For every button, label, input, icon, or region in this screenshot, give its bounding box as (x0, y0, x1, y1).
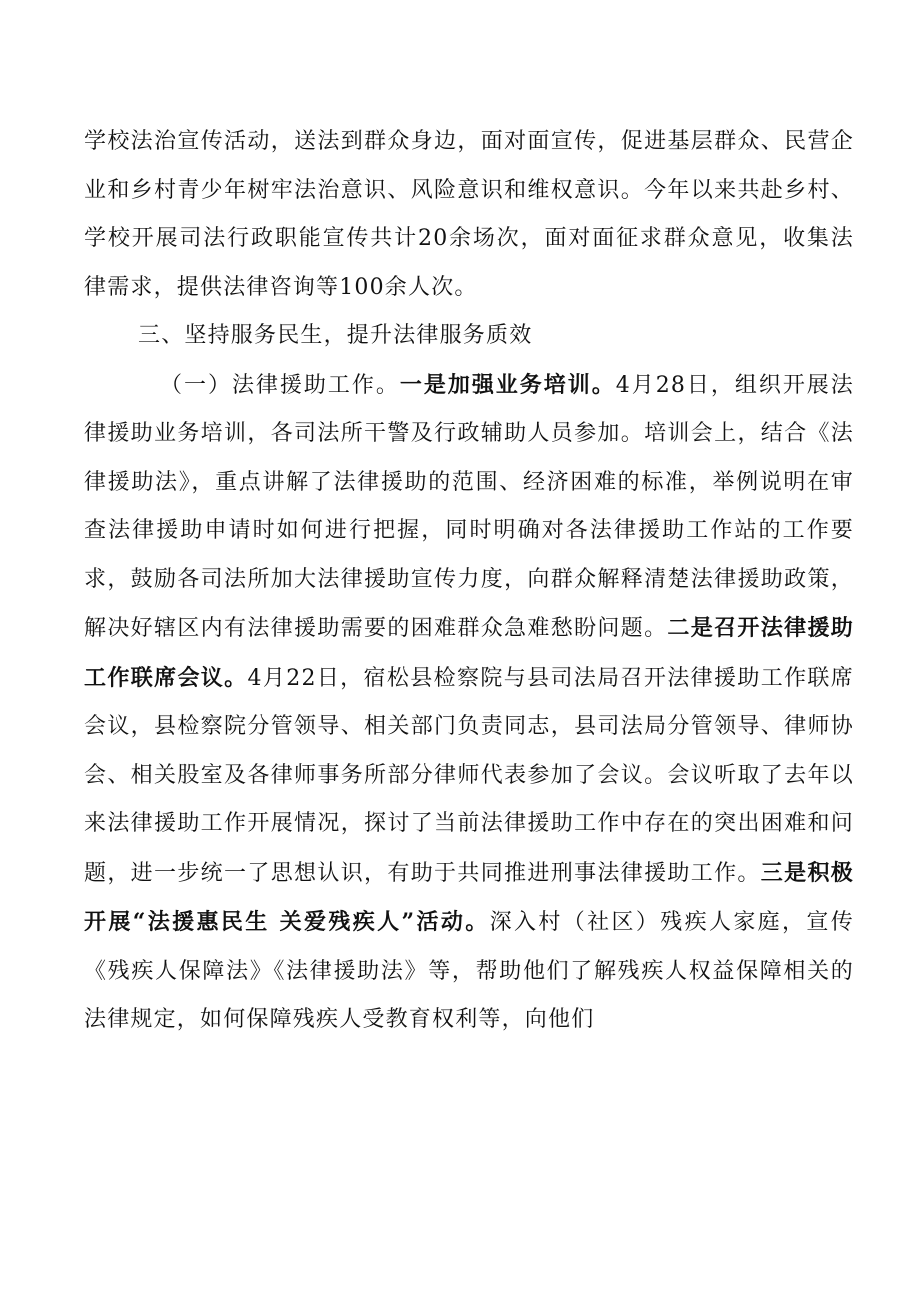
paragraph-2-point-2: 二是召开法律援助工作联席会议。 (84, 615, 854, 691)
paragraph-2-lead: （一）法律援助工作。 (160, 372, 400, 398)
section-heading-3 (84, 312, 854, 361)
section-heading-3-text: 三、坚持服务民生，提升法律服务质效 (138, 323, 533, 348)
paragraph-2-text-1: 4月28日，组织开展法律援助业务培训，各司法所干警及行政辅助人员参加。培训会上，结合《法律援助法》，重点讲解了法律援助的范围、经济困难的标准，举例说明在审查法律援助申请时如何进行把握，同时明确对各法律援助工作站的工作要求，鼓励各司法所加大法律援助宣传力度，向群众解释清楚法律援助政策，解决好辖区内有法律援助需要的困难群众急难愁盼问题。 (84, 372, 854, 641)
paragraph-legal-publicity (84, 118, 854, 312)
paragraph-2-point-1: 一是加强业务培训。 (399, 371, 616, 398)
paragraph-2-text-2: 4月22日，宿松县检察院与县司法局召开法律援助工作联席会议，县检察院分管领导、相关部门负责同志，县司法局分管领导、律师协会、相关股室及各律师事务所部分律师代表参加了会议。会议听取了去年以来法律援助工作开展情况，探讨了当前法律援助工作中存在的突出困难和问题，进一步统一了思想认识，有助于共同推进刑事法律援助工作。 (84, 665, 854, 886)
paragraph-legal-aid (84, 361, 854, 1045)
document-body (84, 118, 854, 1045)
paragraph-1-text: 学校法治宣传活动，送法到群众身边，面对面宣传，促进基层群众、民营企业和乡村青少年树牢法治意识、风险意识和维权意识。今年以来共赴乡村、学校开展司法行政职能宣传共计20余场次，面对面征求群众意见，收集法律需求，提供法律咨询等100余人次。 (84, 129, 854, 300)
paragraph-2-point-3: 三是积极开展“法援惠民生 关爱残疾人”活动。 (84, 859, 854, 935)
paragraph-2-text-3: 深入村（社区）残疾人家庭，宣传《残疾人保障法》《法律援助法》等，帮助他们了解残疾人权益保障相关的法律规定，如何保障残疾人受教育权利等，向他们 (84, 910, 854, 1032)
